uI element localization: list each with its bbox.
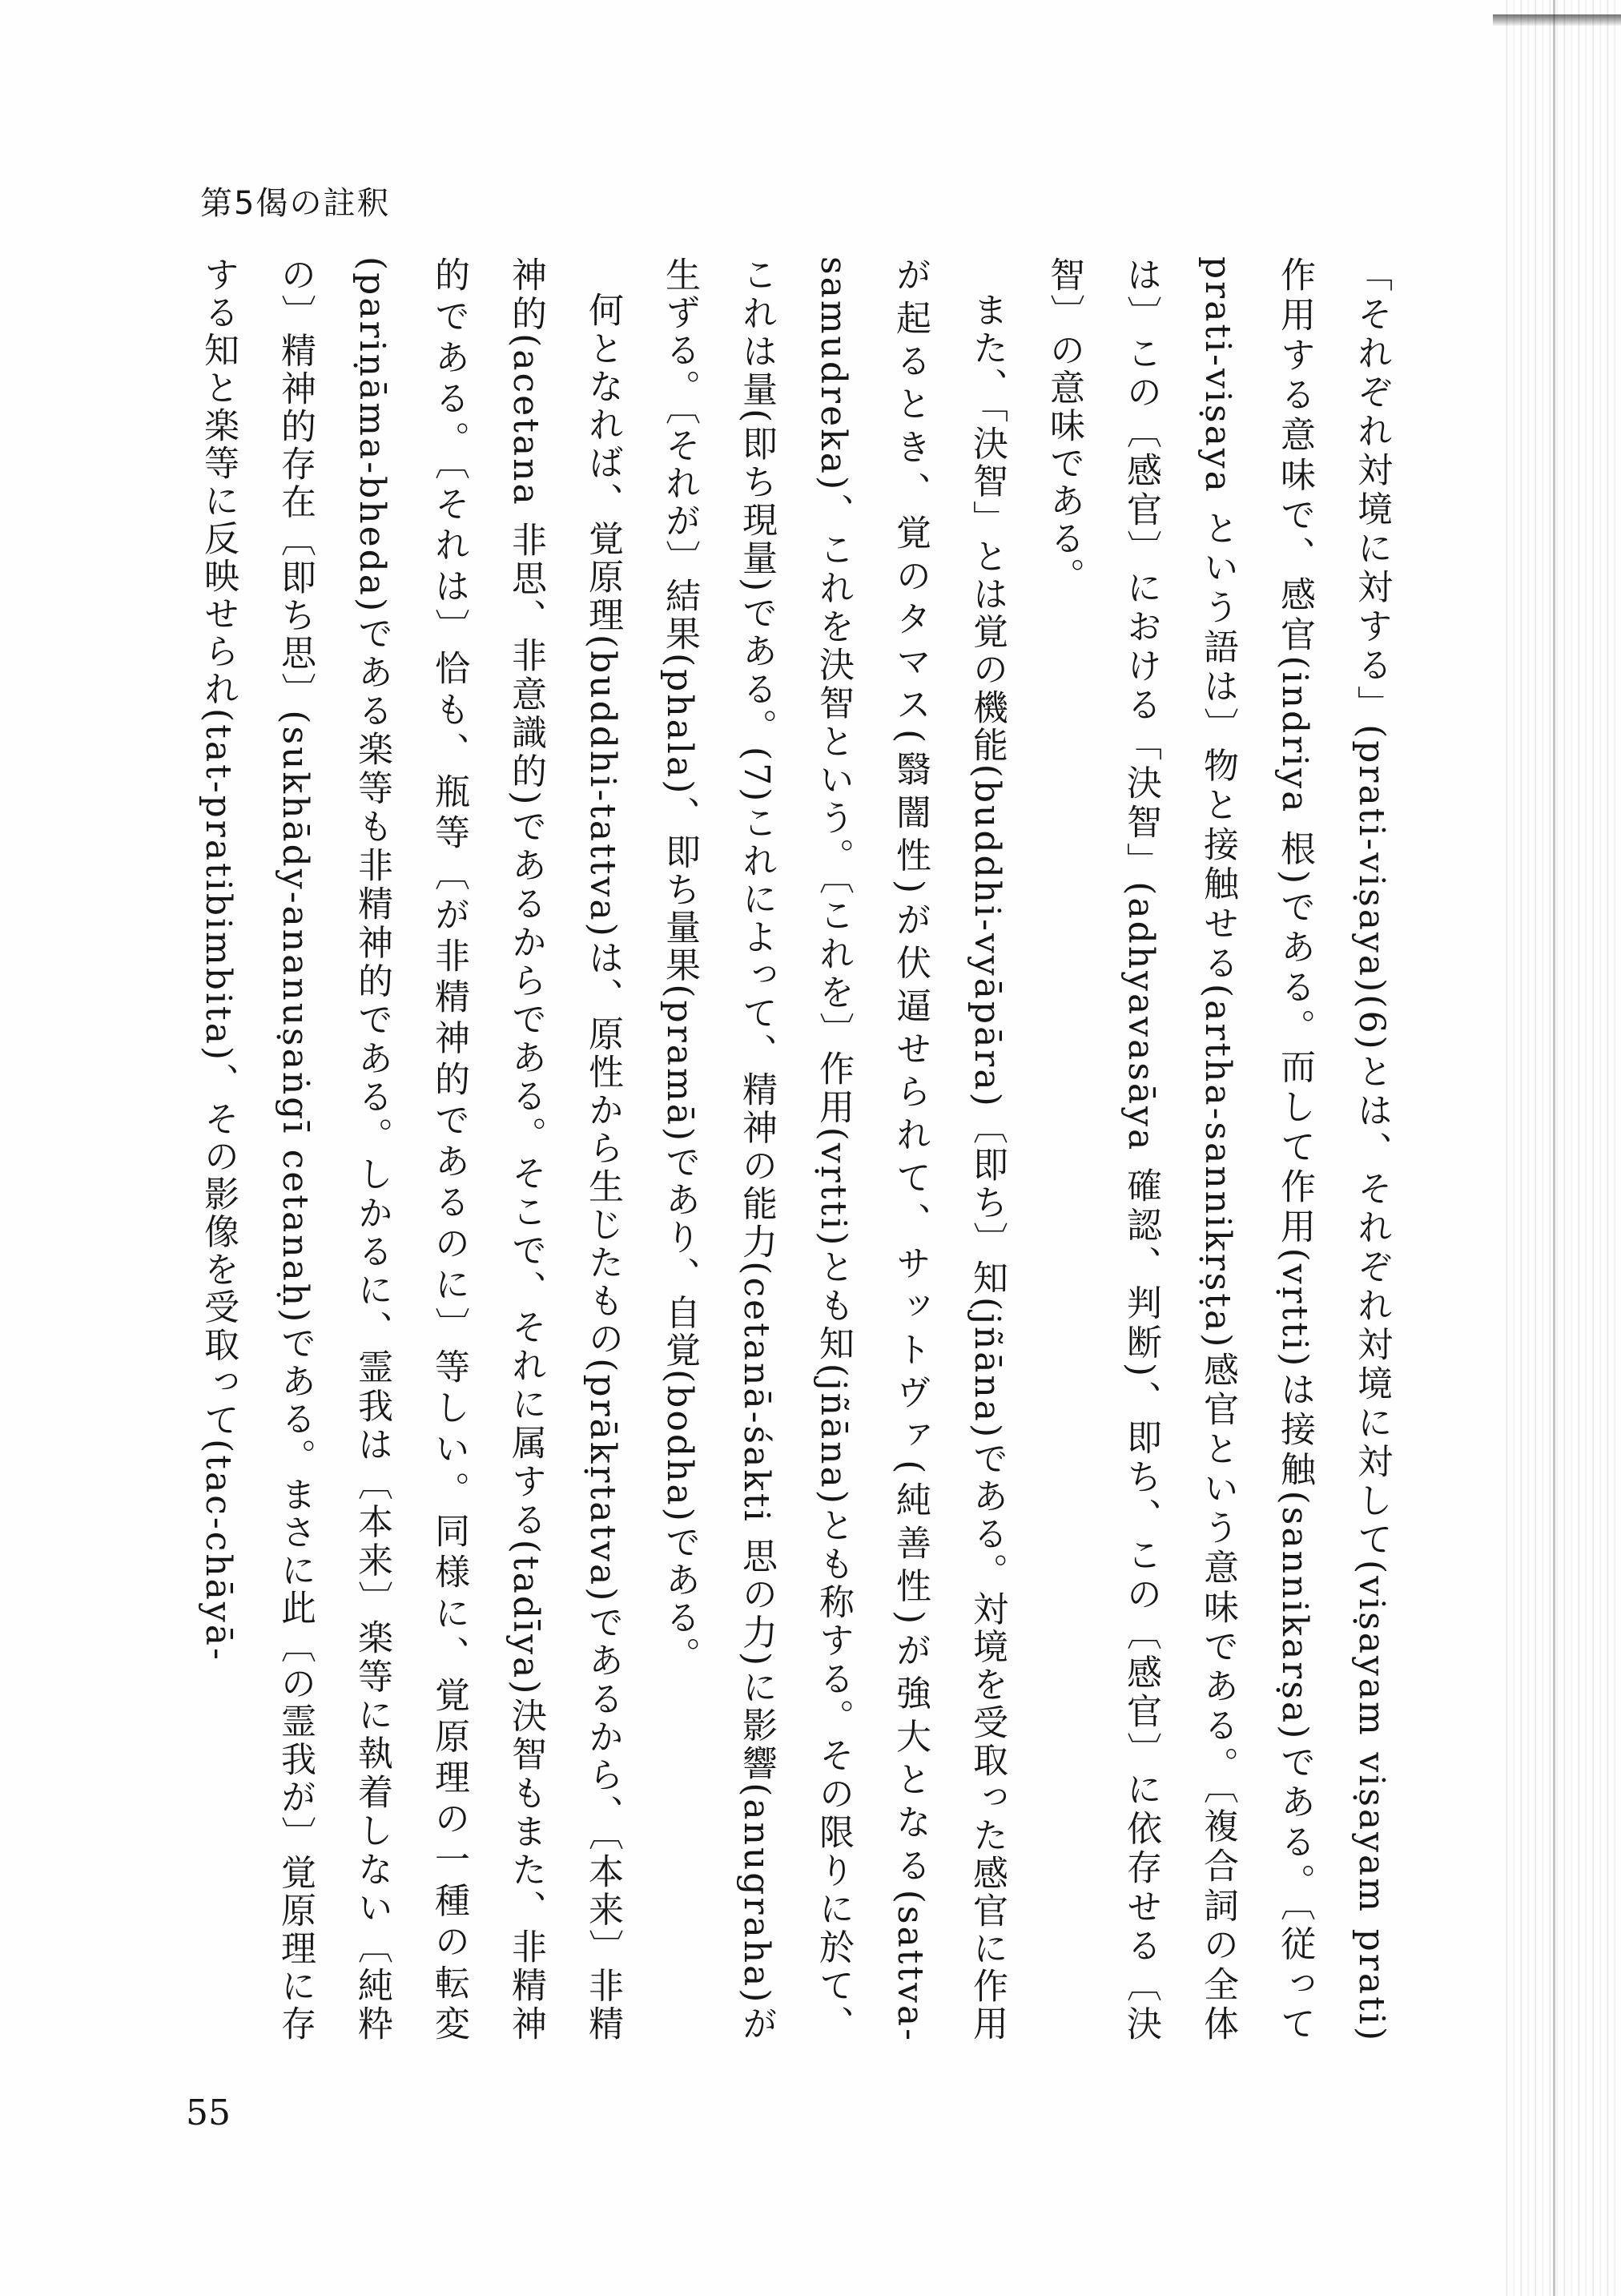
paragraph-1: 「それぞれ対境に対する」(prati-viṣaya)(6)とは、それぞれ対境に対して(viṣayam viṣayam prati)作用する意味で、感官(indriya 根)である。而して作用(vṛtti)は接触(sannikarṣa)である。〔従って prati-viṣaya という語は〕物と接触せる(artha-sannikṛṣṭa)感官という意味である。〔複合詞の全体は〕この〔感官〕における「決智」(adhyavasāya 確認、判断)、即ち、この〔感官〕に依存せる〔決智〕の意味である。 bbox=[1044, 256, 1392, 2043]
page-number: 55 bbox=[186, 2093, 231, 2133]
vertical-body-text bbox=[160, 256, 1410, 2043]
paragraph-2: また、「決智」とは覚の機能(buddhi-vyāpāra)〔即ち〕知(jñāna)である。対境を受取った感官に作用が起るとき、覚のタマス(翳闇性)が伏逼せられて、サットヴァ(純善性)が強大となる(sattva-samudreka)、これを決智という。〔これを〕作用(vṛtti)とも知(jñāna)とも称する。その限りに於て、これは量(即ち現量)である。(7)これによって、精神の能力(cetanā-śakti 思の力)に影響(anugraha)が生ずる。〔それが〕結果(phala)、即ち量果(pramā)であり、自覚(bodha)である。 bbox=[659, 256, 1008, 2043]
scan-edge-shadow bbox=[1501, 0, 1621, 2296]
running-header: 第5偈の註釈 bbox=[200, 185, 391, 222]
scan-edge-top bbox=[1493, 14, 1621, 26]
paragraph-3: 何となれば、覚原理(buddhi-tattva)は、原性から生じたもの(prākṛtatva)であるから、〔本来〕非精神的(acetana 非思、非意識的)であるからである。そこで、それに属する(tadīya)決智もまた、非精神的である。〔それは〕恰も、瓶等〔が非精神的であるのに〕等しい。同様に、覚原理の一種の転変(pariṇāma-bheda)である楽等も非精神的である。しかるに、霊我は〔本来〕楽等に執着しない〔純粋の〕精神的存在〔即ち思〕(sukhādy-ananuṣaṅgī cetanaḥ)である。まさに此〔の霊我が〕覚原理に存する知と楽等に反映せられ(tat-pratibimbita)、その影像を受取って(tac-chāyā- bbox=[198, 256, 623, 2043]
scan-edge-line bbox=[1553, 0, 1555, 2296]
